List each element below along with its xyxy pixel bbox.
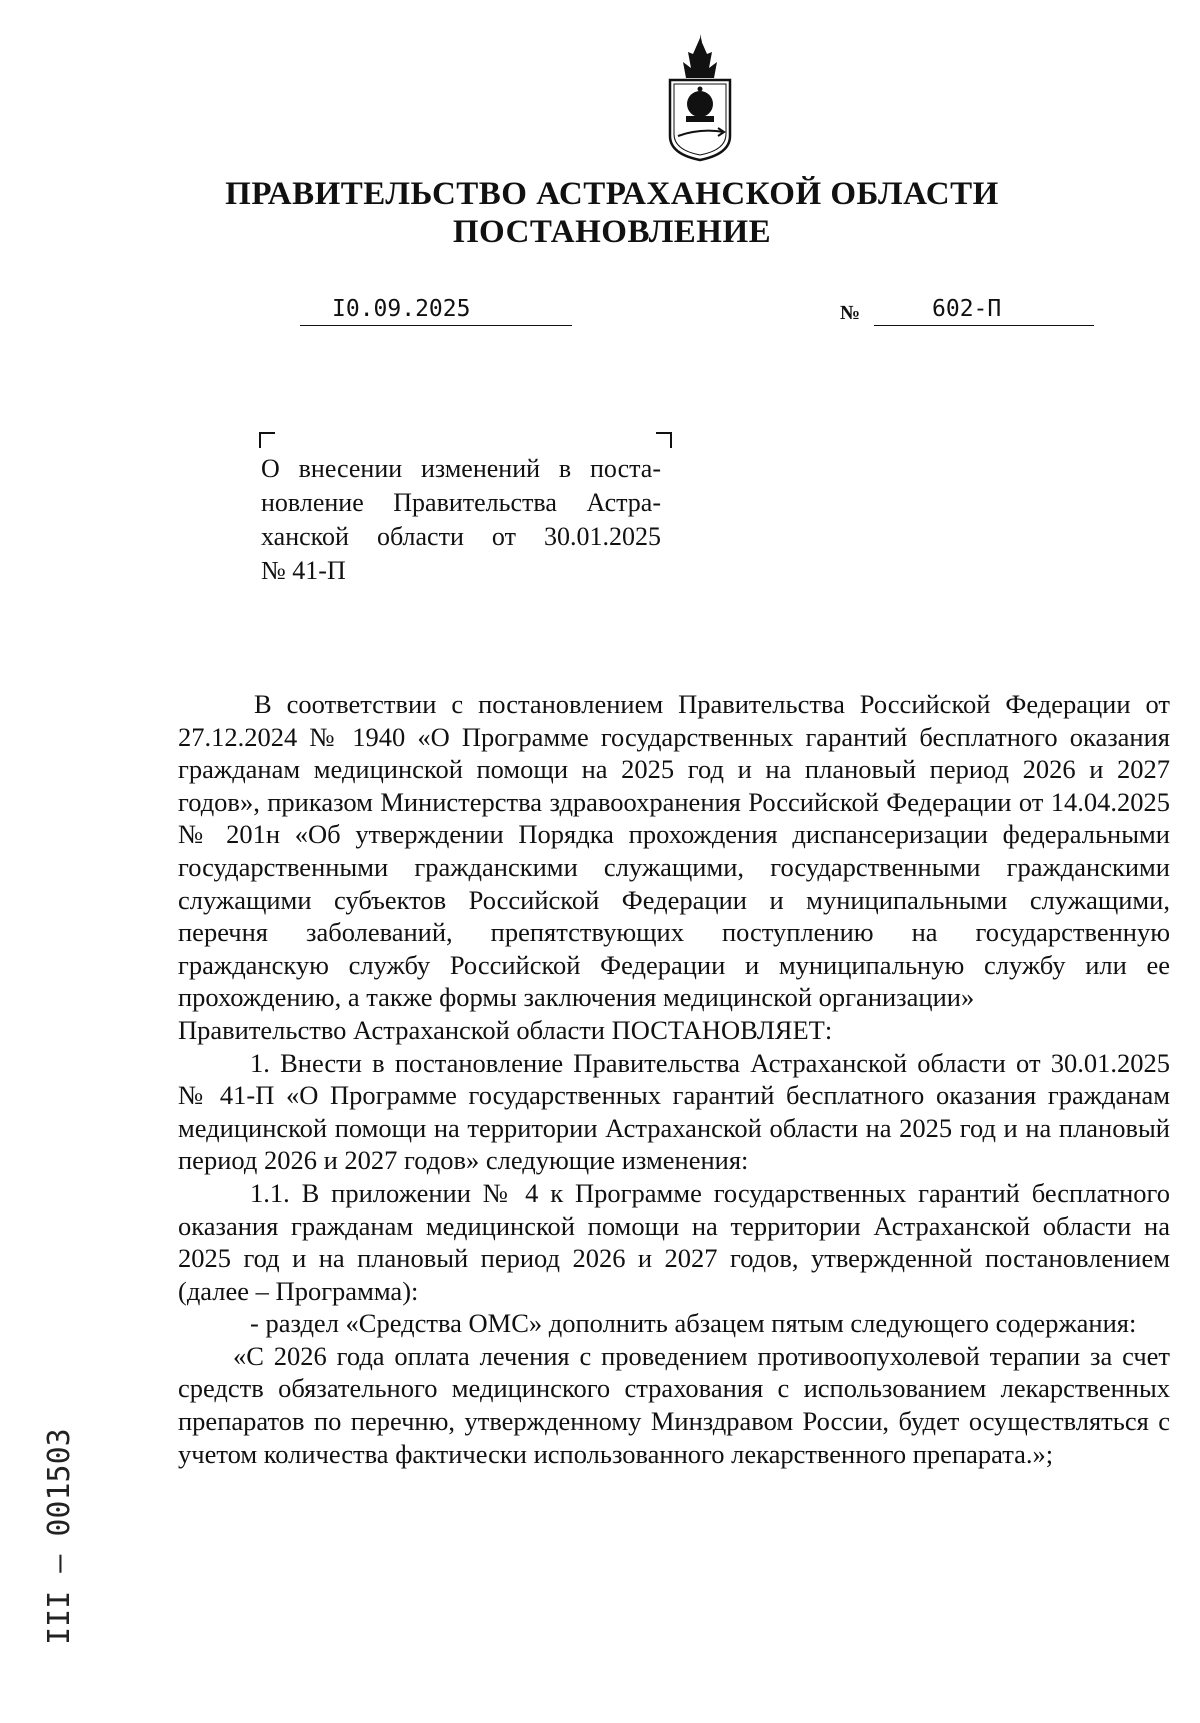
side-registration-stamp: III – 001503	[42, 1428, 77, 1645]
subject-line: № 41-П	[261, 556, 346, 585]
organization-title: ПРАВИТЕЛЬСТВО АСТРАХАНСКОЙ ОБЛАСТИ	[225, 176, 999, 212]
bullet-paragraph: - раздел «Средства ОМС» дополнить абзацем пятым следующего содержания:	[250, 1308, 1137, 1339]
subject-line: О внесении изменений в поста-	[261, 454, 661, 483]
document-type-title: ПОСТАНОВЛЕНИЕ	[452, 214, 772, 250]
item-1-paragraph: 1. Внести в постановление Правительства Астраханской области от 30.01.2025 № 41-П «О Программе государственных гарантий бесплатного оказания гражданам медицинской помощи на территории Астраханской области на 2025 год и на плановый период 2026 и 2027 годов» следующие изменения:	[178, 1047, 1170, 1176]
quote-paragraph: «С 2026 года оплата лечения с проведением противоопухолевой терапии за счет средств обязательного медицинского страхования с использованием лекарственных препаратов по перечню, утвержденному Минздравом России, будет осуществляться с учетом количества фактически использованного лекарственного препарата.»;	[178, 1340, 1170, 1469]
subject-corner-left	[259, 432, 275, 448]
subject-corner-right	[656, 432, 672, 448]
number-label: №	[840, 302, 861, 324]
coat-of-arms-emblem	[662, 32, 738, 162]
item-1-1-paragraph: 1.1. В приложении № 4 к Программе государственных гарантий бесплатного оказания гражданам медицинской помощи на территории Астраханской области на 2025 год и на плановый период 2026 и 2027 годов, утвержденной постановлением (далее – Программа):	[178, 1177, 1170, 1306]
subject-line: новление Правительства Астра-	[261, 488, 661, 517]
document-number: 602-П	[874, 296, 1094, 326]
document-body	[178, 688, 1170, 1470]
document-date: I0.09.2025	[300, 296, 572, 326]
subject-line: ханской области от 30.01.2025	[261, 522, 661, 551]
preamble-paragraph: В соответствии с постановлением Правительства Российской Федерации от 27.12.2024 № 1940 «О Программе государственных гарантий бесплатного оказания гражданам медицинской помощи на 2025 год и на плановый период 2026 и 2027 годов», приказом Министерства здравоохранения Российской Федерации от 14.04.2025 № 201н «Об утверждении Порядка прохождения диспансеризации федеральными государственными гражданскими служащими, государственными гражданскими служащими субъектов Российской Федерации и муниципальными служащими, перечня заболеваний, препятствующих поступлению на государственную гражданскую службу Российской Федерации и муниципальную службу или ее прохождению, а также формы заключения медицинской организации»	[178, 689, 1170, 1013]
resolves-paragraph: Правительство Астраханской области ПОСТАНОВЛЯЕТ:	[178, 1014, 833, 1045]
document-subject	[261, 452, 661, 588]
